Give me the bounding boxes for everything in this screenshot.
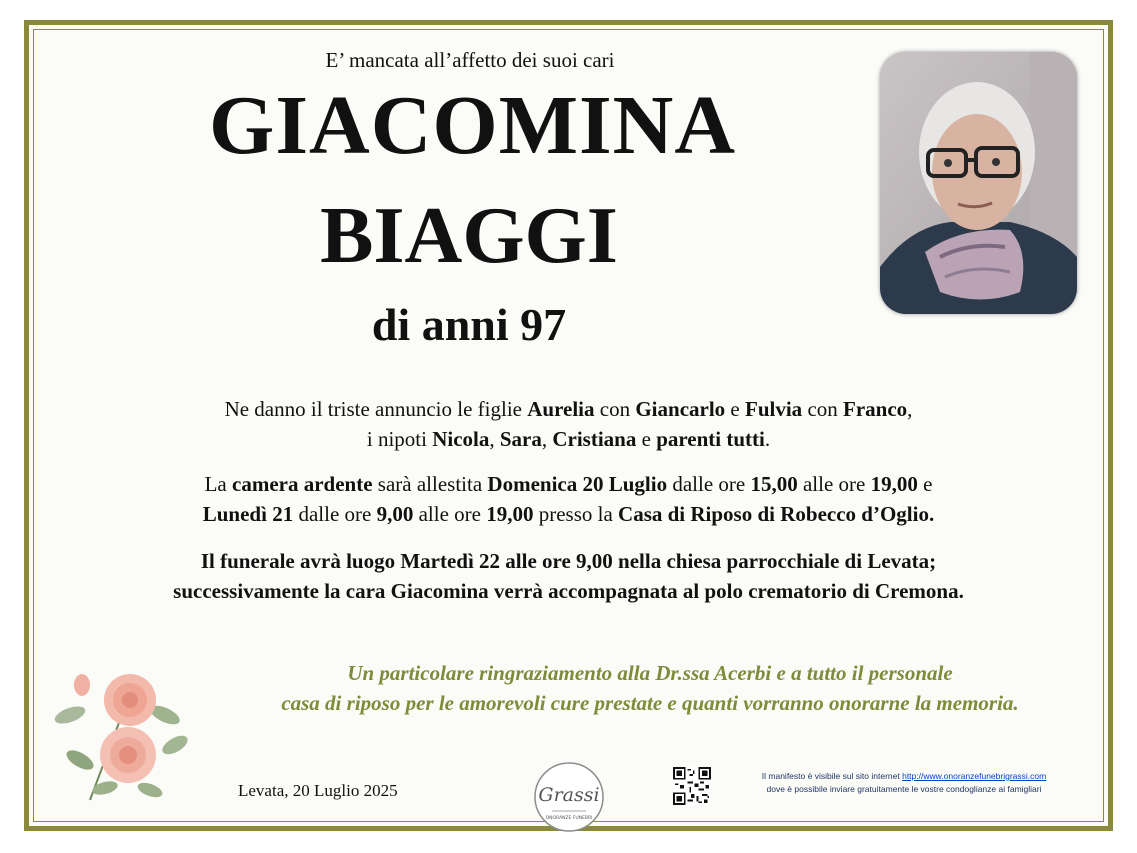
funeral-line-1: Il funerale avrà luogo Martedì 22 alle ore 9,00 nella chiesa parrocchiale di Levata; [200,549,937,573]
announcement-line-1 [0,394,1137,424]
portrait-image [880,52,1077,314]
chapel-location: Casa di Riposo di Robecco d’Oglio. [618,502,935,526]
chapel-date-2: Lunedì 21 [202,502,294,526]
text-run: e [636,427,657,451]
qr-code[interactable] [673,767,711,805]
grassi-logo-icon [528,756,610,838]
chapel-line-2 [0,499,1137,529]
parenti-tutti: parenti tutti [656,427,765,451]
text-run: , [489,427,500,451]
chapel-time: 19,00 [870,472,918,496]
text-run: Ne danno il triste annuncio le figlie [224,397,528,421]
chapel-time: 15,00 [750,472,798,496]
deceased-first-name: GIACOMINA [209,79,736,172]
chapel-paragraph [0,469,1137,529]
text-run: , [907,397,913,421]
text-run: alle ore [797,472,871,496]
announcement-paragraph [0,394,1137,454]
text-run: La [204,472,232,496]
website-notice [720,770,1088,796]
thanks-paragraph [200,658,1100,718]
name-franco: Franco [843,397,908,421]
logo-subtitle: ONORANZE FUNEBRI [545,816,593,821]
qr-code-icon [673,767,711,805]
notice-line-2: dove è possibile inviare gratuitamente le vostre condoglianze ai famigliari [766,784,1042,794]
intro-text: E’ mancata all’affetto dei suoi cari [325,48,615,72]
logo-name: Grassi [538,784,600,806]
name-sara: Sara [499,427,542,451]
funeral-paragraph [0,546,1137,606]
text-run: e [917,472,933,496]
text-run: alle ore [413,502,487,526]
text-run: con [802,397,844,421]
website-link[interactable]: http://www.onoranzefunebrigrassi.com [902,771,1047,781]
notice-line-1 [720,770,1088,783]
chapel-line-1 [0,469,1137,499]
deceased-last-name: BIAGGI [320,192,618,280]
chapel-time: 19,00 [486,502,534,526]
text-run: con [594,397,636,421]
text-run: presso la [533,502,619,526]
text-run: e [725,397,745,421]
deceased-age: di anni 97 [371,299,567,350]
portrait-photo [880,52,1077,314]
rose-icon [50,660,200,810]
text-run: , [541,427,553,451]
place-date: Levata, 20 Luglio 2025 [238,781,398,800]
text-run: i nipoti [366,427,433,451]
thanks-line-2: casa di riposo per le amorevoli cure prestate e quanti vorranno onorarne la memoria. [281,691,1019,715]
name-cristiana: Cristiana [552,427,637,451]
funeral-home-logo [528,756,610,838]
roses-decoration [50,660,200,810]
text-run: dalle ore [667,472,751,496]
text-run: sarà allestita [372,472,488,496]
text-run: . [764,427,771,451]
camera-ardente: camera ardente [232,472,373,496]
name-nicola: Nicola [432,427,490,451]
thanks-line-1: Un particolare ringraziamento alla Dr.ssa Acerbi e a tutto il personale [347,661,953,685]
chapel-date-1: Domenica 20 Luglio [487,472,668,496]
funeral-line-2: successivamente la cara Giacomina verrà accompagnata al polo crematorio di Cremona. [173,579,964,603]
name-fulvia: Fulvia [745,397,803,421]
chapel-time: 9,00 [376,502,414,526]
notice-prefix: Il manifesto è visibile sul sito internet [761,771,903,781]
name-giancarlo: Giancarlo [635,397,726,421]
announcement-line-2 [0,424,1137,454]
name-aurelia: Aurelia [527,397,595,421]
text-run: dalle ore [293,502,377,526]
